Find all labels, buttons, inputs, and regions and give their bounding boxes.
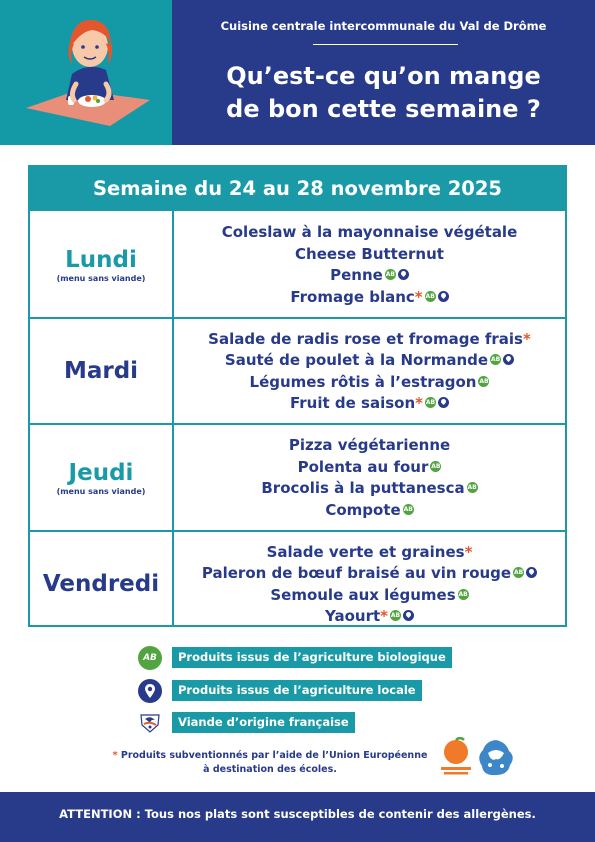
- row-divider: [30, 530, 565, 532]
- eu-subsidy-star: *: [414, 287, 423, 306]
- organic-ab-icon: AB: [490, 356, 501, 363]
- dish-name: Salade verte et graines: [266, 542, 465, 561]
- child-eating-illustration: [18, 8, 158, 138]
- star-mark: *: [112, 750, 118, 761]
- eu-subsidy-note: [70, 749, 470, 777]
- organic-ab-icon: AB: [425, 292, 435, 300]
- dish-item: [174, 585, 565, 607]
- allergen-warning: ATTENTION : Tous nos plats sont susceptibles de contenir des allergènes.: [0, 792, 595, 842]
- dish-item: [174, 478, 565, 500]
- title-divider: [313, 44, 458, 45]
- legend-organic-label: Produits issus de l’agriculture biologique: [172, 647, 452, 668]
- eu-subsidy-star: *: [380, 607, 389, 625]
- eu-subsidy-star: *: [464, 542, 473, 561]
- dish-list-vendredi: [174, 542, 565, 628]
- organic-ab-icon: AB: [385, 271, 395, 278]
- dish-list-jeudi: [174, 435, 565, 521]
- organic-ab-mark: AB: [143, 653, 157, 663]
- dish-name: Fruit de saison: [290, 394, 416, 412]
- dish-name: Penne: [330, 266, 383, 284]
- location-pin-icon: [438, 291, 449, 302]
- dish-name: Légumes rôtis à l’estragon: [249, 372, 477, 391]
- day-name: Vendredi: [42, 570, 160, 597]
- dish-name: Fromage blanc: [290, 287, 415, 306]
- organic-ab-icon: AB: [403, 505, 413, 513]
- dish-item: [174, 222, 565, 244]
- dish-name: Compote: [325, 500, 401, 519]
- organic-ab-icon: AB: [390, 612, 401, 619]
- day-cell-mardi: [30, 358, 172, 384]
- day-cell-vendredi: [30, 571, 172, 597]
- legend-french-meat-label: Viande d’origine française: [172, 712, 355, 733]
- legend-local-label: Produits issus de l’agriculture locale: [172, 680, 422, 701]
- french-meat-label-icon: [138, 711, 162, 735]
- dish-list-mardi: [174, 329, 565, 415]
- day-name: Mardi: [63, 357, 139, 384]
- dish-item: [174, 329, 565, 351]
- fruit-school-program-logo: [438, 737, 474, 779]
- dish-item: [174, 287, 565, 309]
- organic-ab-icon: AB: [479, 377, 489, 385]
- header-title-panel: [172, 0, 595, 145]
- organization-name: Cuisine centrale intercommunale du Val de Drôme: [220, 19, 547, 33]
- organic-ab-icon: AB: [513, 569, 524, 576]
- day-note: (menu sans viande): [56, 487, 146, 496]
- weekly-menu-table: [28, 165, 567, 627]
- dish-name: Paleron de bœuf braisé au vin rouge: [201, 564, 512, 582]
- organic-ab-icon: AB: [431, 462, 441, 470]
- dish-item: [174, 372, 565, 394]
- dish-name: Sauté de poulet à la Normande: [224, 351, 489, 369]
- eu-note-line-1-text: Produits subventionnés par l’aide de l’Union Européenne: [120, 750, 428, 761]
- week-title: Semaine du 24 au 28 novembre 2025: [30, 167, 565, 211]
- page-title-line-2: de bon cette semaine ?: [226, 95, 541, 123]
- page-title: [172, 60, 595, 126]
- dish-name: Semoule aux légumes: [270, 585, 456, 604]
- page-title-line-1: Qu’est-ce qu’on mange: [226, 62, 541, 90]
- dish-name: Polenta au four: [297, 457, 429, 476]
- day-cell-jeudi: [30, 460, 172, 496]
- dish-item: [174, 393, 565, 415]
- dish-name: Salade de radis rose et fromage frais: [208, 329, 523, 348]
- dish-item: [174, 265, 565, 287]
- location-pin-icon: [398, 269, 409, 280]
- dish-name: Cheese Butternut: [295, 244, 444, 263]
- eu-subsidy-star: *: [522, 329, 531, 348]
- row-divider: [30, 317, 565, 319]
- dish-item: [174, 500, 565, 522]
- location-pin-icon: [138, 679, 162, 703]
- dish-name: Pizza végétarienne: [288, 436, 451, 454]
- location-pin-icon: [438, 397, 449, 408]
- header: [0, 0, 595, 145]
- day-name: Lundi: [65, 247, 137, 273]
- dish-item: [174, 563, 565, 585]
- milk-school-program-logo: [476, 737, 516, 779]
- dish-item: [174, 350, 565, 372]
- eu-note-line-1: [70, 749, 470, 763]
- organic-ab-icon: AB: [467, 484, 477, 491]
- dish-item: [174, 244, 565, 266]
- dish-name: Brocolis à la puttanesca: [261, 479, 465, 497]
- header-illustration-panel: [0, 0, 172, 145]
- location-pin-icon: [503, 354, 514, 365]
- row-divider: [30, 423, 565, 425]
- dish-item: [174, 542, 565, 564]
- eu-note-line-2: à destination des écoles.: [203, 764, 337, 775]
- dish-name: Coleslaw à la mayonnaise végétale: [221, 223, 518, 241]
- dish-name: Yaourt: [324, 607, 381, 625]
- location-pin-icon: [526, 567, 537, 578]
- organic-ab-icon: AB: [425, 399, 436, 406]
- day-name: Jeudi: [68, 460, 134, 486]
- dish-list-lundi: [174, 222, 565, 308]
- eu-subsidy-star: *: [415, 394, 423, 412]
- location-pin-icon: [403, 610, 414, 621]
- day-cell-lundi: [30, 247, 172, 283]
- dish-item: [174, 606, 565, 628]
- organic-ab-icon: [138, 646, 162, 670]
- day-note: (menu sans viande): [56, 274, 146, 283]
- dish-item: [174, 435, 565, 457]
- dish-item: [174, 457, 565, 479]
- organic-ab-icon: AB: [458, 590, 468, 598]
